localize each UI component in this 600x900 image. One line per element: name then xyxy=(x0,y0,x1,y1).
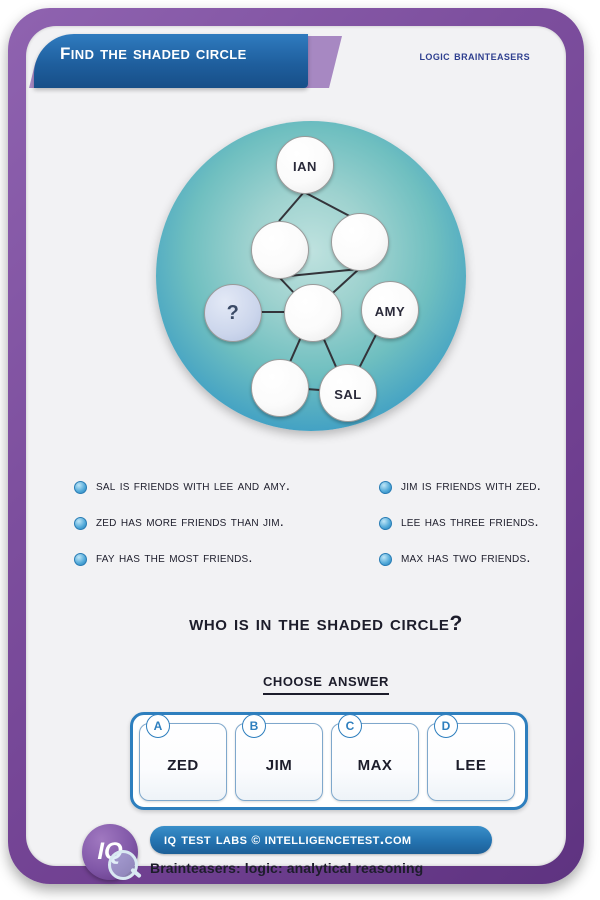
clue-item xyxy=(74,514,374,530)
clue-text: sal is friends with lee and amy. xyxy=(96,478,291,494)
clue-text: fay has the most friends. xyxy=(96,550,253,566)
clue-column-right xyxy=(379,478,589,586)
clue-item xyxy=(74,478,374,494)
puzzle-card-body xyxy=(26,26,566,876)
puzzle-diagram xyxy=(156,121,466,431)
answer-options xyxy=(130,712,528,810)
answer-letter: C xyxy=(338,714,362,738)
node-label: ian xyxy=(293,154,317,175)
clue-text: max has two friends. xyxy=(401,550,531,566)
puzzle-card-frame xyxy=(8,8,584,884)
bullet-icon xyxy=(74,553,87,566)
copyright-icon: © xyxy=(251,833,261,847)
diagram-node-blank-3 xyxy=(284,284,342,342)
clue-item xyxy=(379,514,589,530)
bullet-icon xyxy=(74,517,87,530)
answer-label: jim xyxy=(265,752,293,775)
clue-column-left xyxy=(74,478,374,586)
logo-text: IQ xyxy=(97,838,123,865)
bullet-icon xyxy=(379,553,392,566)
answer-label: max xyxy=(357,752,393,775)
answer-letter: B xyxy=(242,714,266,738)
brand-bar[interactable] xyxy=(150,826,492,854)
diagram-node-blank-2 xyxy=(331,213,389,271)
clue-item xyxy=(379,550,589,566)
magnifier-icon xyxy=(108,850,138,880)
bullet-icon xyxy=(379,481,392,494)
answer-option-d[interactable] xyxy=(427,719,515,801)
title-banner xyxy=(34,34,308,88)
brand-site: intelligencetest.com xyxy=(264,831,412,848)
topic-label: logic brainteasers xyxy=(419,48,530,63)
answer-option-b[interactable] xyxy=(235,719,323,801)
diagram-node-amy xyxy=(361,281,419,339)
question-text: who is in the shaded circle? xyxy=(189,612,463,635)
clue-text: zed has more friends than jim. xyxy=(96,514,284,530)
answer-option-a[interactable] xyxy=(139,719,227,801)
node-label: amy xyxy=(374,299,406,320)
diagram-node-blank-4 xyxy=(251,359,309,417)
node-label: sal xyxy=(334,382,362,403)
answer-option-c[interactable] xyxy=(331,719,419,801)
answer-letter: A xyxy=(146,714,170,738)
bullet-icon xyxy=(74,481,87,494)
page-title: find the shaded circle xyxy=(60,38,247,65)
clue-item xyxy=(74,550,374,566)
answer-label: zed xyxy=(167,752,199,775)
clue-text: lee has three friends. xyxy=(401,514,539,530)
diagram-node-ian xyxy=(276,136,334,194)
clue-item xyxy=(379,478,589,494)
choose-answer-text: choose answer xyxy=(263,670,389,695)
footer xyxy=(64,822,564,888)
bullet-icon xyxy=(379,517,392,530)
brand-name: iq test labs xyxy=(164,831,248,848)
diagram-node-blank-1 xyxy=(251,221,309,279)
choose-answer-label xyxy=(26,670,600,692)
answer-letter: D xyxy=(434,714,458,738)
clue-text: jim is friends with zed. xyxy=(401,478,541,494)
footer-subtitle: Brainteasers: logic: analytical reasoning xyxy=(150,860,424,876)
diagram-node-sal xyxy=(319,364,377,422)
answer-label: lee xyxy=(455,752,487,775)
node-label: ? xyxy=(226,301,240,324)
logo-icon xyxy=(82,824,138,880)
diagram-node-shaded xyxy=(204,284,262,342)
